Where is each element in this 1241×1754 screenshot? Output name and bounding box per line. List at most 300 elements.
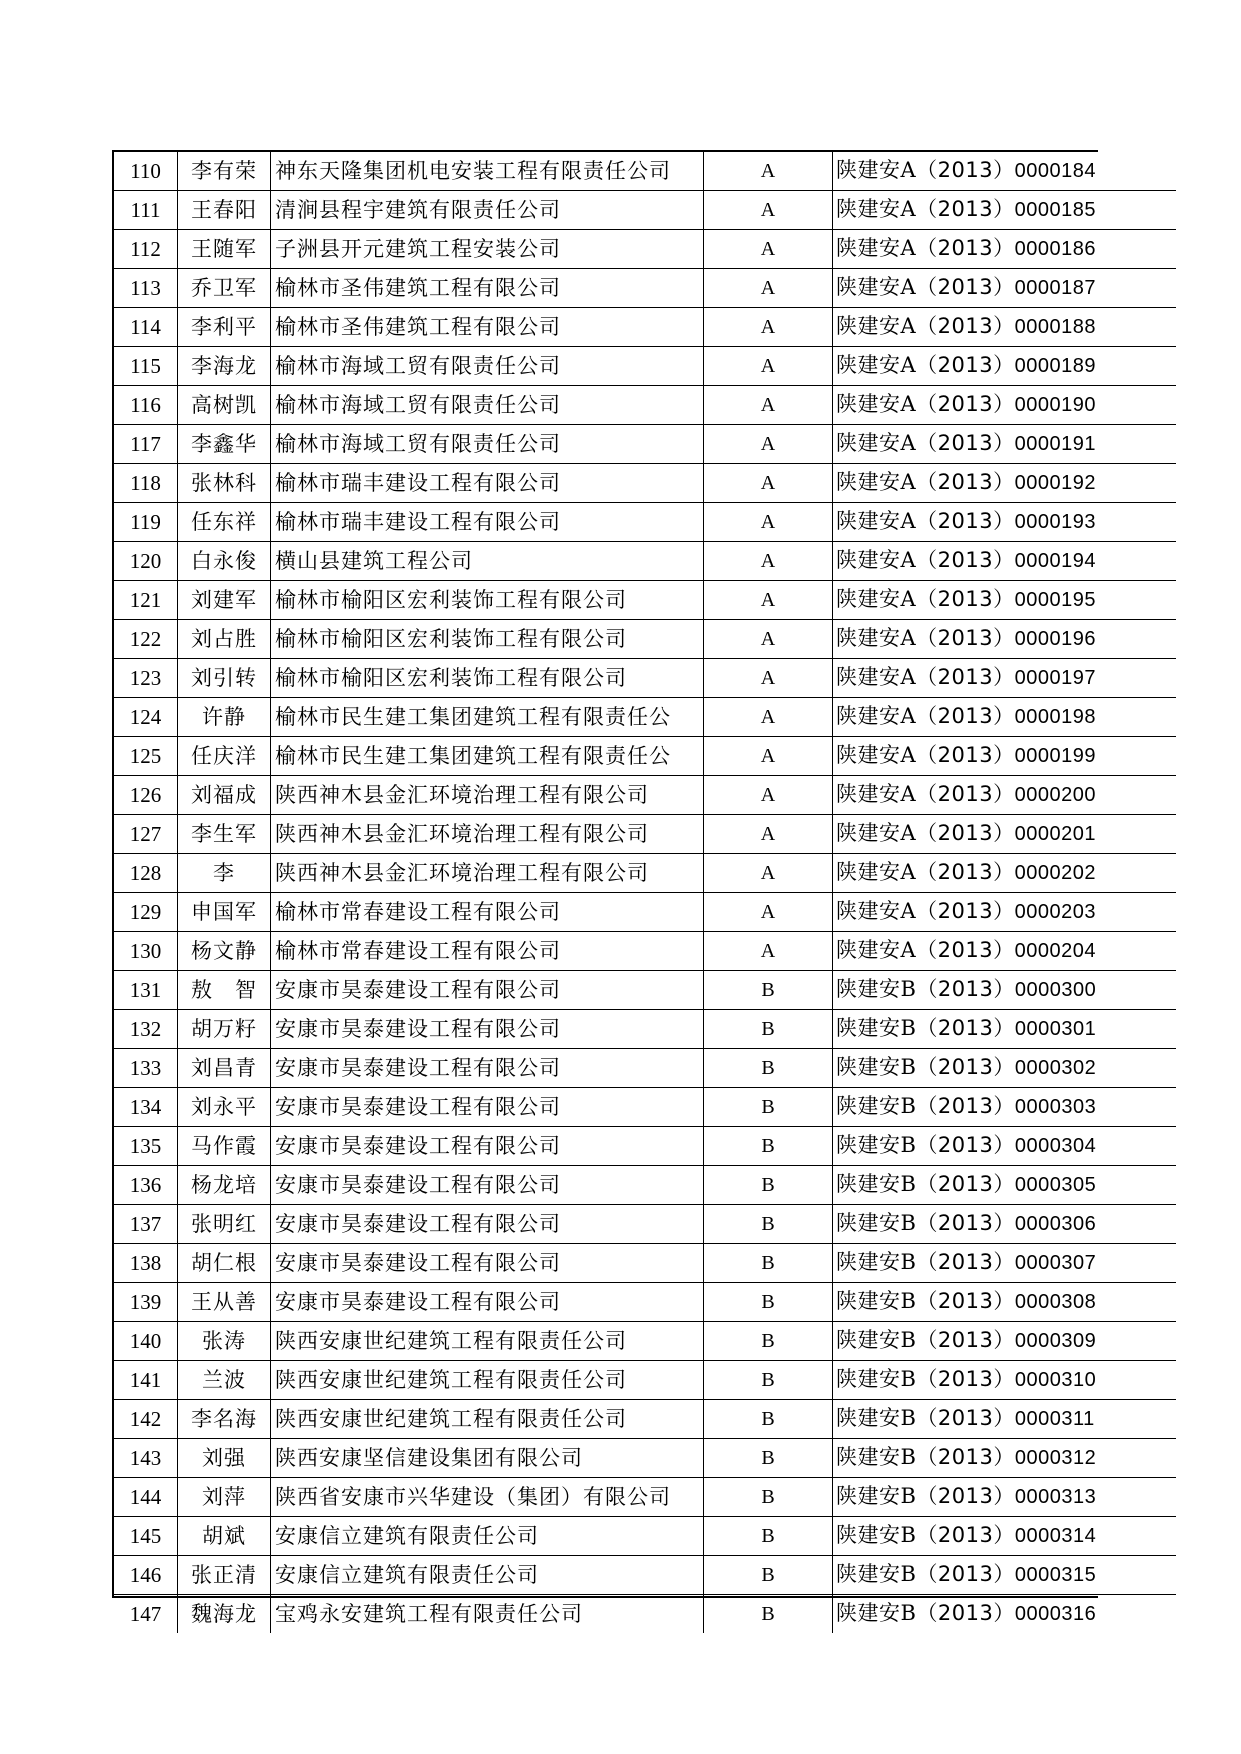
cert-prefix: 陕建安A [836,158,917,182]
person-name: 李有荣 [178,152,271,191]
table-row [114,620,1176,659]
cert-year: （2013） [916,1250,1015,1274]
row-number: 134 [114,1088,178,1127]
table-row [114,1283,1176,1322]
cert-year: （2013） [916,431,1015,455]
cert-grade: A [704,464,833,503]
table-body [114,152,1176,1633]
person-name: 刘永平 [178,1088,271,1127]
cert-grade: B [704,1127,833,1166]
row-number: 145 [114,1517,178,1556]
cert-year: （2013） [916,236,1015,260]
table-row [114,659,1176,698]
company-name: 安康信立建筑有限责任公司 [271,1556,704,1595]
cert-serial: 0000195 [1014,589,1096,611]
cert-serial: 0000302 [1014,1057,1097,1079]
cert-grade: B [704,1322,833,1361]
cert-prefix: 陕建安A [836,509,917,533]
cert-year: （2013） [916,1601,1015,1625]
cert-grade: A [704,347,833,386]
cert-serial: 0000308 [1014,1291,1097,1313]
company-name: 榆林市海域工贸有限责任公司 [271,425,704,464]
cert-prefix: 陕建安B [836,1211,917,1235]
cert-number [833,1439,1177,1478]
cert-year: （2013） [916,353,1015,377]
cert-number [833,737,1177,776]
cert-year: （2013） [916,1211,1015,1235]
row-number: 132 [114,1010,178,1049]
company-name: 陕西神木县金汇环境治理工程有限公司 [271,854,704,893]
cert-number [833,854,1177,893]
cert-grade: B [704,1361,833,1400]
cert-grade: A [704,230,833,269]
table-row [114,1049,1176,1088]
cert-year: （2013） [916,626,1015,650]
company-name: 陕西神木县金汇环境治理工程有限公司 [271,776,704,815]
company-name: 陕西安康世纪建筑工程有限责任公司 [271,1400,704,1439]
cert-serial: 0000189 [1014,355,1096,377]
row-number: 119 [114,503,178,542]
cert-number [833,347,1177,386]
cert-prefix: 陕建安A [836,665,917,689]
cert-serial: 0000307 [1014,1252,1097,1274]
cert-year: （2013） [916,1289,1015,1313]
company-name: 安康市昊泰建设工程有限公司 [271,1088,704,1127]
table-row [114,1322,1176,1361]
person-name: 马作霞 [178,1127,271,1166]
cert-prefix: 陕建安B [836,1406,917,1430]
company-name: 榆林市榆阳区宏利装饰工程有限公司 [271,620,704,659]
table-row [114,386,1176,425]
cert-grade: B [704,971,833,1010]
table-row [114,932,1176,971]
row-number: 144 [114,1478,178,1517]
company-name: 榆林市圣伟建筑工程有限公司 [271,269,704,308]
cert-grade: B [704,1205,833,1244]
cert-prefix: 陕建安B [836,977,917,1001]
cert-number [833,932,1177,971]
cert-prefix: 陕建安A [836,743,917,767]
person-name: 杨龙培 [178,1166,271,1205]
company-name: 陕西安康坚信建设集团有限公司 [271,1439,704,1478]
cert-prefix: 陕建安B [836,1367,917,1391]
table-row [114,347,1176,386]
company-name: 榆林市常春建设工程有限公司 [271,893,704,932]
certificate-table [112,150,1098,1626]
table-row [114,1010,1176,1049]
company-name: 横山县建筑工程公司 [271,542,704,581]
cert-number [833,464,1177,503]
cert-serial: 0000191 [1014,433,1096,455]
cert-number [833,1166,1177,1205]
row-number: 117 [114,425,178,464]
company-name: 安康市昊泰建设工程有限公司 [271,1049,704,1088]
cert-number [833,191,1177,230]
cert-serial: 0000311 [1014,1408,1095,1430]
company-name: 安康信立建筑有限责任公司 [271,1517,704,1556]
person-name: 刘强 [178,1439,271,1478]
cert-grade: A [704,620,833,659]
table-row [114,737,1176,776]
person-name: 任庆洋 [178,737,271,776]
cert-prefix: 陕建安A [836,353,917,377]
cert-grade: B [704,1478,833,1517]
company-name: 榆林市民生建工集团建筑工程有限责任公 [271,698,704,737]
cert-prefix: 陕建安B [836,1289,917,1313]
row-number: 124 [114,698,178,737]
cert-grade: B [704,1400,833,1439]
cert-grade: A [704,854,833,893]
cert-grade: A [704,386,833,425]
cert-serial: 0000199 [1014,745,1096,767]
row-number: 133 [114,1049,178,1088]
cert-grade: B [704,1244,833,1283]
person-name: 杨文静 [178,932,271,971]
cert-number [833,269,1177,308]
cert-serial: 0000202 [1014,862,1096,884]
cert-year: （2013） [916,1445,1015,1469]
cert-year: （2013） [916,275,1015,299]
cert-prefix: 陕建安A [836,275,917,299]
table-row [114,1400,1176,1439]
cert-year: （2013） [916,1094,1015,1118]
cert-grade: B [704,1166,833,1205]
cert-prefix: 陕建安B [836,1133,917,1157]
cert-grade: A [704,269,833,308]
company-name: 榆林市民生建工集团建筑工程有限责任公 [271,737,704,776]
cert-prefix: 陕建安B [836,1172,917,1196]
cert-serial: 0000316 [1014,1603,1097,1625]
cert-number [833,1283,1177,1322]
cert-year: （2013） [916,977,1015,1001]
cert-year: （2013） [916,548,1015,572]
row-number: 126 [114,776,178,815]
row-number: 118 [114,464,178,503]
person-name: 高树凯 [178,386,271,425]
person-name: 张正清 [178,1556,271,1595]
row-number: 123 [114,659,178,698]
row-number: 136 [114,1166,178,1205]
company-name: 安康市昊泰建设工程有限公司 [271,1127,704,1166]
cert-number [833,1322,1177,1361]
cert-prefix: 陕建安B [836,1562,917,1586]
cert-year: （2013） [916,938,1015,962]
person-name: 王从善 [178,1283,271,1322]
row-number: 110 [114,152,178,191]
table-row [114,581,1176,620]
cert-prefix: 陕建安B [836,1055,917,1079]
cert-grade: A [704,503,833,542]
cert-year: （2013） [916,1367,1015,1391]
person-name: 刘占胜 [178,620,271,659]
cert-year: （2013） [916,197,1015,221]
cert-prefix: 陕建安A [836,470,917,494]
person-name: 李名海 [178,1400,271,1439]
cert-serial: 0000190 [1014,394,1096,416]
row-number: 127 [114,815,178,854]
company-name: 榆林市榆阳区宏利装饰工程有限公司 [271,581,704,620]
cert-number [833,581,1177,620]
cert-year: （2013） [916,821,1015,845]
cert-serial: 0000304 [1014,1135,1097,1157]
cert-number [833,1088,1177,1127]
cert-serial: 0000314 [1014,1525,1097,1547]
cert-serial: 0000303 [1014,1096,1097,1118]
cert-grade: B [704,1010,833,1049]
person-name: 魏海龙 [178,1595,271,1634]
cert-prefix: 陕建安A [836,236,917,260]
cert-number [833,1595,1177,1634]
cert-grade: B [704,1439,833,1478]
row-number: 121 [114,581,178,620]
cert-prefix: 陕建安B [836,1484,917,1508]
cert-serial: 0000187 [1014,277,1096,299]
cert-year: （2013） [916,158,1015,182]
cert-number [833,152,1177,191]
cert-number [833,1010,1177,1049]
table-row [114,1361,1176,1400]
table-row [114,464,1176,503]
person-name: 王春阳 [178,191,271,230]
person-name: 敖 智 [178,971,271,1010]
cert-serial: 0000306 [1014,1213,1097,1235]
company-name: 安康市昊泰建设工程有限公司 [271,1166,704,1205]
cert-serial: 0000186 [1014,238,1096,260]
cert-number [833,620,1177,659]
cert-prefix: 陕建安A [836,899,917,923]
cert-grade: B [704,1556,833,1595]
row-number: 138 [114,1244,178,1283]
cert-serial: 0000309 [1014,1330,1097,1352]
cert-year: （2013） [916,860,1015,884]
cert-grade: A [704,542,833,581]
company-name: 榆林市海域工贸有限责任公司 [271,386,704,425]
cert-number [833,1517,1177,1556]
cert-grade: A [704,737,833,776]
cert-prefix: 陕建安A [836,626,917,650]
person-name: 刘引转 [178,659,271,698]
cert-number [833,893,1177,932]
cert-number [833,425,1177,464]
row-number: 125 [114,737,178,776]
person-name: 胡仁根 [178,1244,271,1283]
person-name: 李生军 [178,815,271,854]
row-number: 120 [114,542,178,581]
company-name: 榆林市榆阳区宏利装饰工程有限公司 [271,659,704,698]
person-name: 许静 [178,698,271,737]
table-row [114,971,1176,1010]
cert-year: （2013） [916,1133,1015,1157]
row-number: 113 [114,269,178,308]
person-name: 李海龙 [178,347,271,386]
company-name: 陕西安康世纪建筑工程有限责任公司 [271,1361,704,1400]
cert-year: （2013） [916,782,1015,806]
table-row [114,1517,1176,1556]
cert-prefix: 陕建安A [836,860,917,884]
cert-serial: 0000315 [1014,1564,1097,1586]
cert-grade: A [704,191,833,230]
table-row [114,425,1176,464]
cert-prefix: 陕建安B [836,1601,917,1625]
certificate-table-grid [114,152,1176,1633]
person-name: 刘建军 [178,581,271,620]
row-number: 147 [114,1595,178,1634]
row-number: 129 [114,893,178,932]
table-row [114,152,1176,191]
cert-prefix: 陕建安B [836,1445,917,1469]
cert-prefix: 陕建安A [836,938,917,962]
table-row [114,191,1176,230]
person-name: 王随军 [178,230,271,269]
company-name: 陕西神木县金汇环境治理工程有限公司 [271,815,704,854]
cert-year: （2013） [916,314,1015,338]
row-number: 146 [114,1556,178,1595]
cert-number [833,776,1177,815]
cert-number [833,1127,1177,1166]
cert-grade: A [704,698,833,737]
row-number: 114 [114,308,178,347]
person-name: 乔卫军 [178,269,271,308]
cert-grade: B [704,1517,833,1556]
company-name: 陕西省安康市兴华建设（集团）有限公司 [271,1478,704,1517]
cert-number [833,503,1177,542]
table-row [114,503,1176,542]
row-number: 115 [114,347,178,386]
row-number: 135 [114,1127,178,1166]
row-number: 141 [114,1361,178,1400]
cert-number [833,308,1177,347]
cert-number [833,230,1177,269]
cert-grade: A [704,893,833,932]
cert-serial: 0000192 [1014,472,1096,494]
person-name: 申国军 [178,893,271,932]
cert-number [833,1400,1177,1439]
cert-number [833,1244,1177,1283]
table-row [114,1595,1176,1634]
cert-prefix: 陕建安A [836,821,917,845]
cert-number [833,1556,1177,1595]
company-name: 榆林市海域工贸有限责任公司 [271,347,704,386]
cert-grade: A [704,659,833,698]
person-name: 胡万籽 [178,1010,271,1049]
person-name: 李鑫华 [178,425,271,464]
company-name: 安康市昊泰建设工程有限公司 [271,1205,704,1244]
person-name: 任东祥 [178,503,271,542]
table-row [114,893,1176,932]
table-row [114,1088,1176,1127]
company-name: 安康市昊泰建设工程有限公司 [271,1283,704,1322]
row-number: 128 [114,854,178,893]
cert-year: （2013） [916,1523,1015,1547]
cert-year: （2013） [916,587,1015,611]
cert-grade: A [704,152,833,191]
cert-year: （2013） [916,1055,1015,1079]
person-name: 刘福成 [178,776,271,815]
cert-number [833,698,1177,737]
cert-serial: 0000188 [1014,316,1096,338]
row-number: 130 [114,932,178,971]
person-name: 刘昌青 [178,1049,271,1088]
company-name: 神东天隆集团机电安装工程有限责任公司 [271,152,704,191]
cert-prefix: 陕建安A [836,587,917,611]
person-name: 白永俊 [178,542,271,581]
cert-serial: 0000300 [1014,979,1097,1001]
company-name: 榆林市瑞丰建设工程有限公司 [271,464,704,503]
table-row [114,1478,1176,1517]
cert-serial: 0000184 [1014,160,1096,182]
cert-grade: B [704,1049,833,1088]
cert-serial: 0000200 [1014,784,1096,806]
cert-prefix: 陕建安B [836,1250,917,1274]
cert-prefix: 陕建安A [836,431,917,455]
cert-prefix: 陕建安B [836,1328,917,1352]
cert-year: （2013） [916,1016,1015,1040]
cert-year: （2013） [916,392,1015,416]
table-row [114,1556,1176,1595]
cert-serial: 0000310 [1014,1369,1097,1391]
person-name: 胡斌 [178,1517,271,1556]
table-row [114,542,1176,581]
cert-serial: 0000198 [1014,706,1096,728]
cert-serial: 0000193 [1014,511,1096,533]
cert-serial: 0000305 [1014,1174,1097,1196]
company-name: 子洲县开元建筑工程安装公司 [271,230,704,269]
cert-number [833,386,1177,425]
cert-grade: B [704,1088,833,1127]
cert-grade: A [704,776,833,815]
cert-year: （2013） [916,1484,1015,1508]
cert-prefix: 陕建安A [836,782,917,806]
cert-grade: B [704,1595,833,1634]
cert-prefix: 陕建安A [836,704,917,728]
cert-serial: 0000185 [1014,199,1096,221]
cert-serial: 0000197 [1014,667,1096,689]
cert-prefix: 陕建安A [836,314,917,338]
cert-serial: 0000203 [1014,901,1096,923]
table-row [114,1205,1176,1244]
row-number: 122 [114,620,178,659]
person-name: 李 [178,854,271,893]
table-row [114,1244,1176,1283]
table-row [114,815,1176,854]
cert-serial: 0000301 [1014,1018,1097,1040]
row-number: 116 [114,386,178,425]
cert-year: （2013） [916,1406,1015,1430]
cert-year: （2013） [916,509,1015,533]
cert-serial: 0000194 [1014,550,1096,572]
company-name: 榆林市圣伟建筑工程有限公司 [271,308,704,347]
cert-prefix: 陕建安B [836,1016,917,1040]
table-row [114,269,1176,308]
person-name: 张涛 [178,1322,271,1361]
cert-year: （2013） [916,1172,1015,1196]
table-row [114,854,1176,893]
cert-number [833,542,1177,581]
person-name: 张林科 [178,464,271,503]
cert-grade: A [704,815,833,854]
cert-serial: 0000204 [1014,940,1096,962]
cert-number [833,659,1177,698]
cert-year: （2013） [916,743,1015,767]
cert-number [833,971,1177,1010]
cert-prefix: 陕建安B [836,1094,917,1118]
cert-serial: 0000312 [1014,1447,1097,1469]
row-number: 131 [114,971,178,1010]
cert-number [833,1478,1177,1517]
table-row [114,308,1176,347]
table-row [114,698,1176,737]
cert-number [833,815,1177,854]
